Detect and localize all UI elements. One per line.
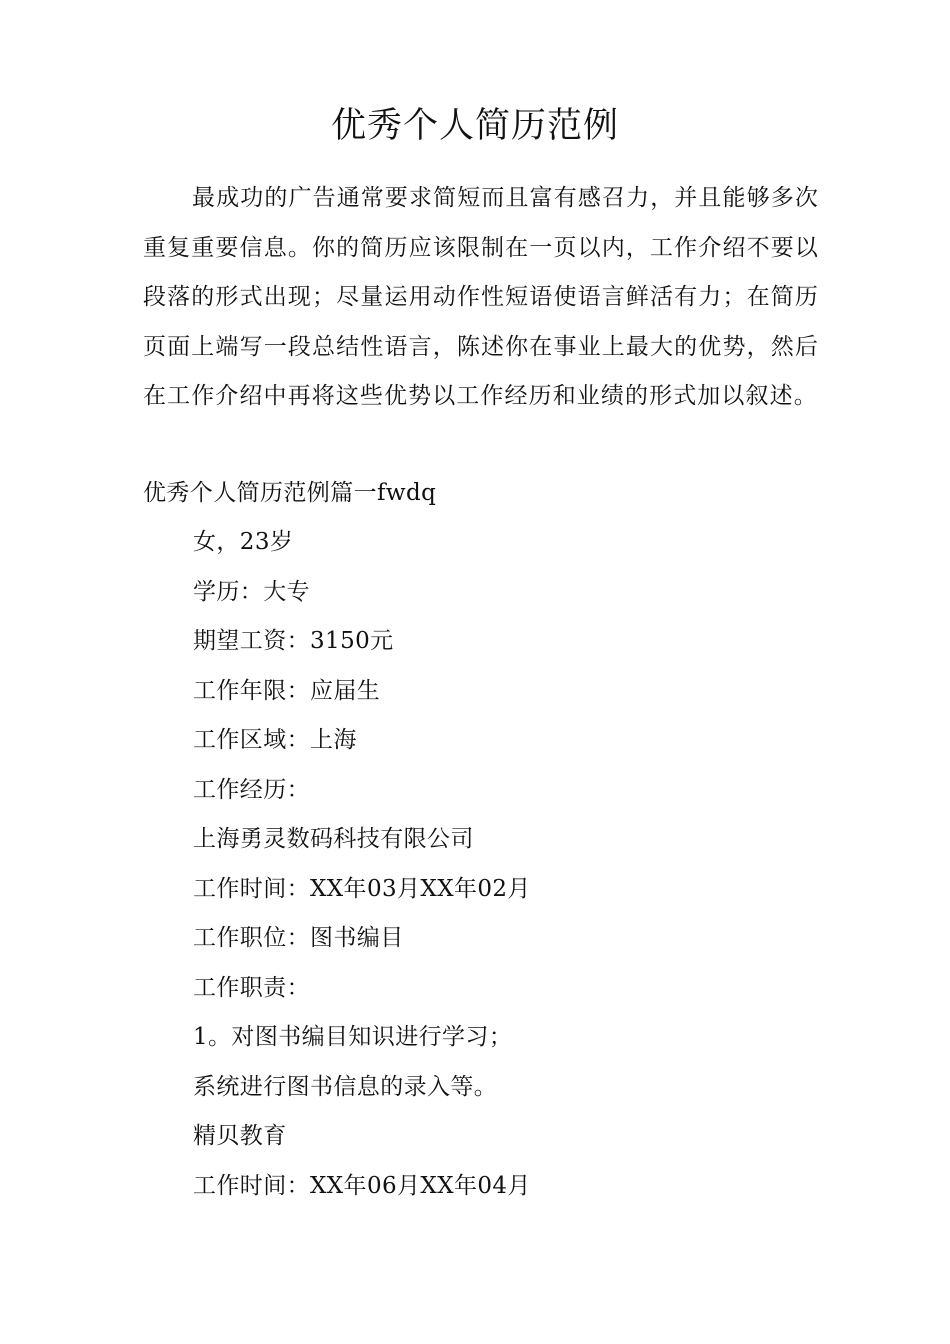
document-title: 优秀个人简历范例 (330, 106, 619, 146)
work-years-line: 工作年限：应届生 (193, 678, 381, 704)
duty-item-1: 1。对图书编目知识进行学习； (193, 1024, 513, 1050)
job-duties-label: 工作职责： (193, 975, 310, 1001)
intro-paragraph: 最成功的广告通常要求简短而且富有感召力，并且能够多次重复重要信息。你的简历应该限制在一页以内，工作介绍不要以段落的形式出现；尽量运用动作性短语使语言鲜活有力；在简历页面上端写一段总结性语言，陈述你在事业上最大的优势，然后在工作介绍中再将这些优势以工作经历和业绩的形式加以叙述。 (143, 185, 819, 409)
work-period-1: 工作时间：XX年03月XX年02月 (193, 876, 531, 902)
education-line: 学历：大专 (193, 579, 310, 605)
section-heading: 优秀个人简历范例篇一fwdq (143, 480, 437, 506)
job-position-1: 工作职位：图书编目 (193, 925, 404, 951)
gender-age-line: 女，23岁 (193, 529, 294, 555)
work-period-2: 工作时间：XX年06月XX年04月 (193, 1173, 531, 1199)
expected-salary-line: 期望工资：3150元 (193, 628, 394, 654)
duty-item-2: 系统进行图书信息的录入等。 (193, 1074, 498, 1100)
company-name-2: 精贝教育 (193, 1123, 287, 1149)
work-experience-label: 工作经历： (193, 777, 310, 803)
work-region-line: 工作区域：上海 (193, 727, 357, 753)
company-name-1: 上海勇灵数码科技有限公司 (193, 826, 474, 852)
